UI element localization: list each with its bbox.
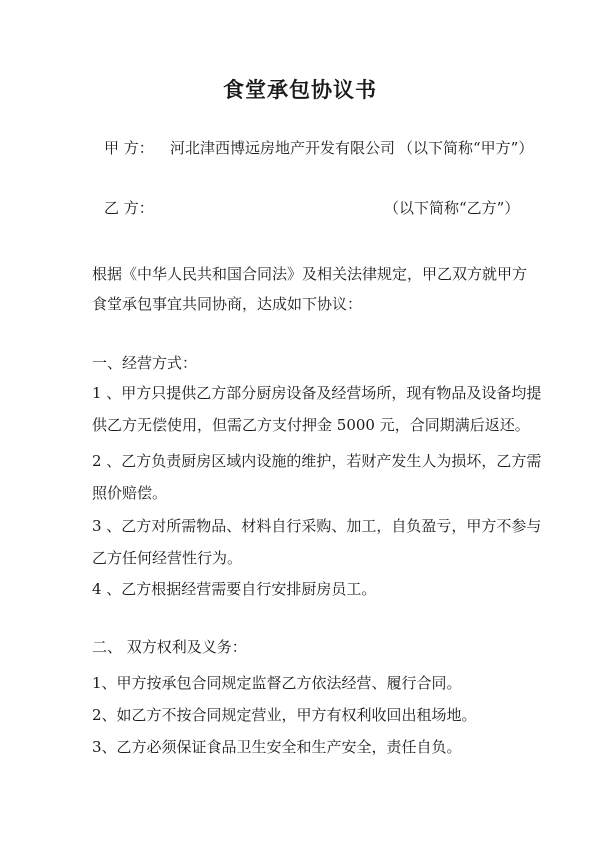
intro-line: 食堂承包事宜共同协商，达成如下协议： [92,295,363,313]
party-b-label: 乙 方： [104,199,154,217]
party-a-name: 河北津西博远房地产开发有限公司 [170,139,396,157]
section-heading: 一、经营方式： [92,354,198,372]
party-a-note: （以下简称“甲方”） [398,139,534,157]
clause-line: 2、如乙方不按合同规定营业，甲方有权利收回出租场地。 [92,706,477,724]
party-a-label: 甲 方： [104,139,154,157]
clause-line: 3、乙方必须保证食品卫生安全和生产安全，责任自负。 [92,738,462,756]
clause-line: 供乙方无偿使用，但需乙方支付押金 5000 元，合同期满后返还。 [92,416,530,434]
clause-line: 1 、甲方只提供乙方部分厨房设备及经营场所，现有物品及设备均提 [92,384,542,402]
intro-line: 根据《中华人民共和国合同法》及相关法律规定，甲乙双方就甲方 [92,265,528,283]
section-heading: 二、 双方权利及义务： [92,638,247,656]
document-title: 食堂承包协议书 [223,77,377,102]
clause-line: 乙方任何经营性行为。 [92,549,243,567]
clause-line: 4 、乙方根据经营需要自行安排厨房员工。 [92,580,377,598]
clause-line: 1、甲方按承包合同规定监督乙方依法经营、履行合同。 [92,674,462,692]
clause-line: 照价赔偿。 [92,484,168,502]
party-b-note: （以下简称“乙方”） [384,199,520,217]
clause-line: 3 、乙方对所需物品、材料自行采购、加工，自负盈亏，甲方不参与 [92,517,542,535]
clause-line: 2 、乙方负责厨房区域内设施的维护，若财产发生人为损坏，乙方需 [92,452,542,470]
